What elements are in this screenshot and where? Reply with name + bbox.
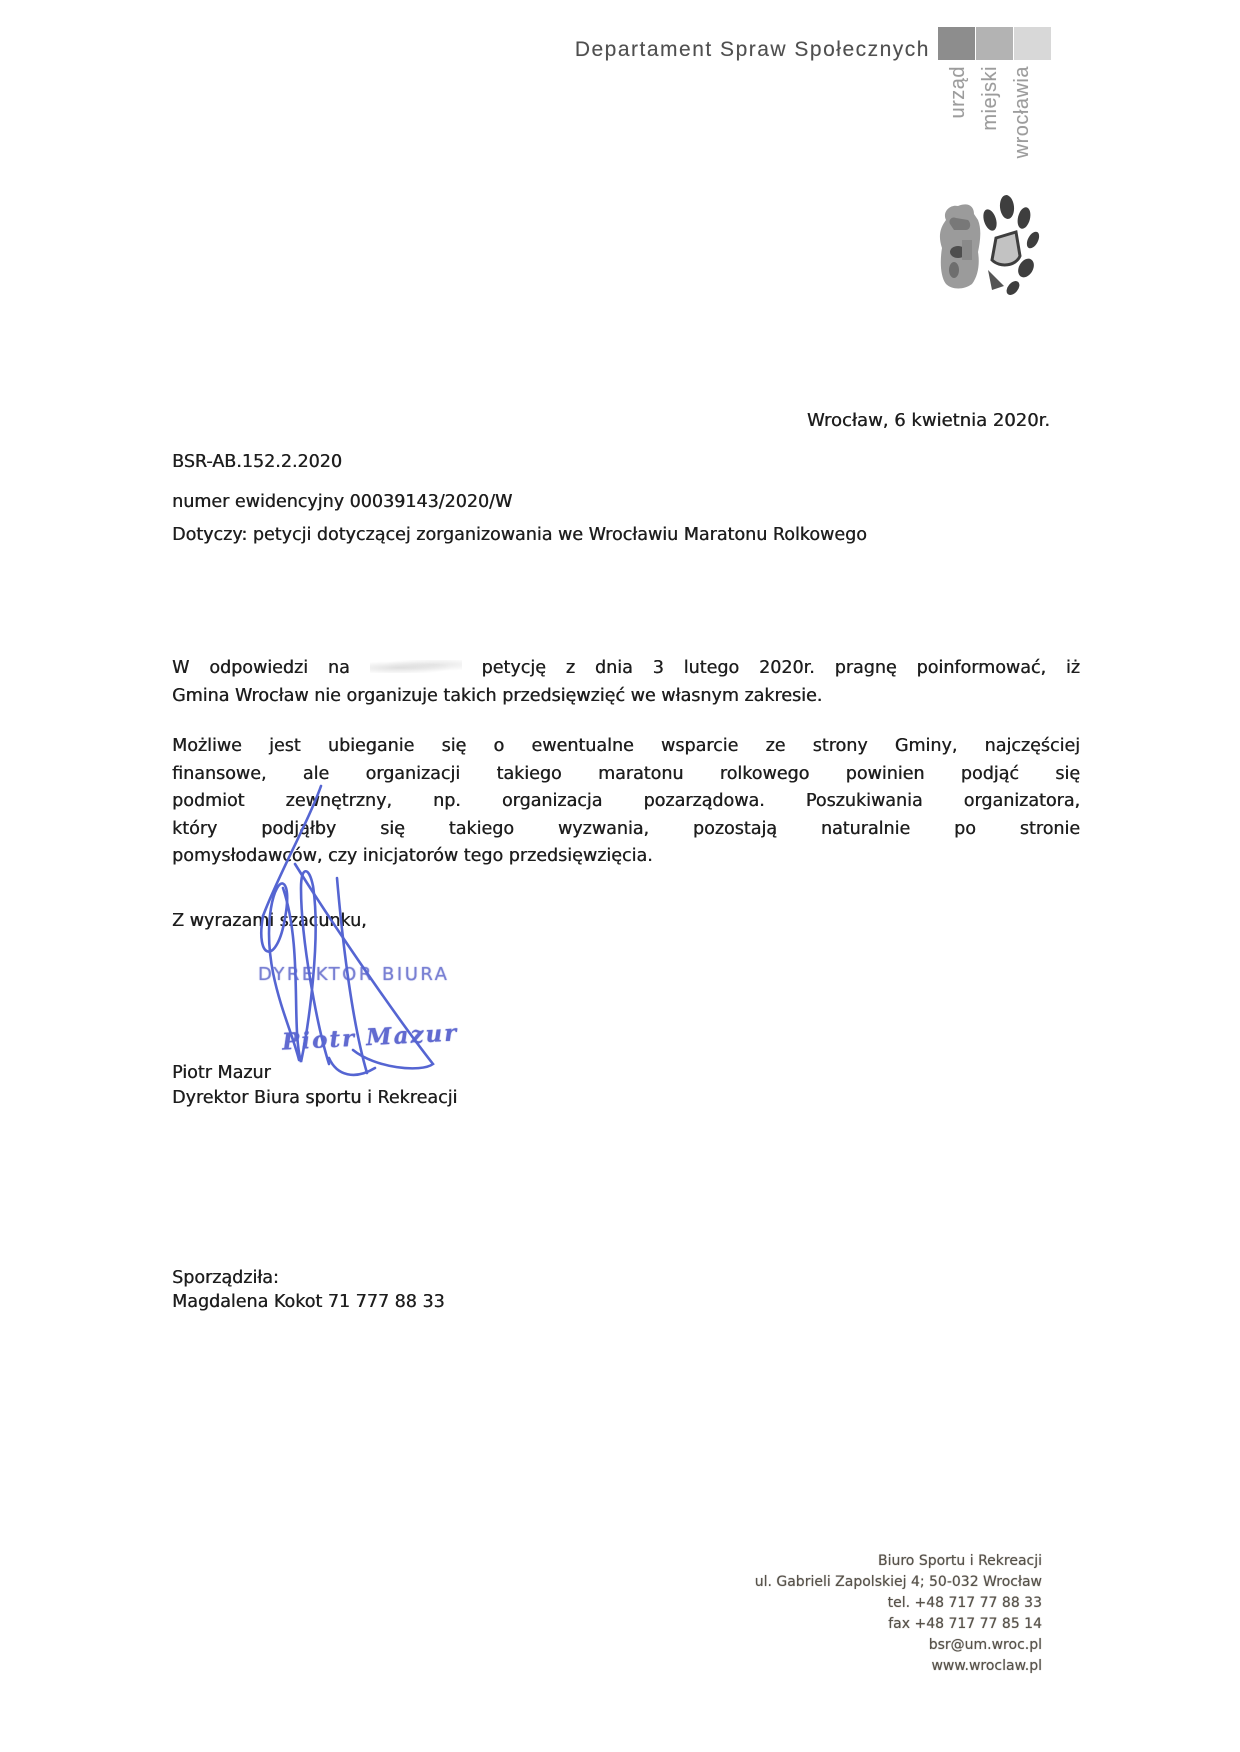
paragraph-1-prefix: W odpowiedzi na — [172, 658, 350, 678]
city-logo-wordmark — [938, 66, 1034, 158]
logo-bar-square-dark — [938, 27, 975, 60]
footer-fax: fax +48 717 77 85 14 — [888, 1616, 1042, 1632]
letter-date: Wrocław, 6 kwietnia 2020r. — [806, 410, 1050, 431]
logo-bar-square-mid — [976, 27, 1013, 60]
reference-block — [172, 452, 867, 545]
paragraph-2-line-1: Możliwe jest ubieganie się o ewentualne wsparcie ze strony Gminy, najczęściej — [172, 736, 1080, 756]
signer-block — [172, 1061, 457, 1111]
logo-word-urzad: urząd — [947, 66, 969, 119]
logo-bar-square-light — [1014, 27, 1051, 60]
paragraph-2-line-5: pomysłodawców, czy inicjatorów tego przedsięwzięcia. — [172, 846, 653, 866]
redacted-name-smudge — [370, 660, 462, 673]
footer-address: ul. Gabrieli Zapolskiej 4; 50-032 Wrocław — [754, 1574, 1042, 1590]
signer-name: Piotr Mazur — [172, 1063, 271, 1083]
office-footer — [755, 1551, 1042, 1677]
department-header: Departament Spraw Społecznych — [574, 38, 930, 61]
paragraph-1-suffix: petycję z dnia 3 lutego 2020r. pragnę poinformować, iż — [481, 658, 1080, 678]
city-logo-color-bar — [938, 27, 1052, 60]
subject-line: Dotyczy: petycji dotyczącej zorganizowania we Wrocławiu Maratonu Rolkowego — [172, 525, 867, 545]
paragraph-2-line-3: podmiot zewnętrzny, np. organizacja pozarządowa. Poszukiwania organizatora, — [172, 791, 1080, 811]
letter-body — [172, 655, 1080, 935]
footer-office-name: Biuro Sportu i Rekreacji — [877, 1553, 1042, 1569]
logo-word-miejski: miejski — [979, 66, 1001, 131]
director-stamp-text: DYREKTOR BIURA — [258, 964, 450, 985]
logo-word-wroclawia: wrocławia — [1011, 66, 1033, 159]
prepared-by-label: Sporządziła: — [172, 1268, 279, 1288]
paragraph-1-line-1 — [172, 655, 1080, 683]
paragraph-2 — [172, 733, 1080, 871]
closing-salutation: Z wyrazami szacunku, — [172, 910, 367, 931]
prepared-by-name-phone: Magdalena Kokot 71 777 88 33 — [172, 1292, 445, 1312]
record-number: numer ewidencyjny 00039143/2020/W — [172, 492, 513, 512]
paragraph-2-line-2: finansowe, ale organizacji takiego maratonu rolkowego powinien podjąć się — [172, 763, 1080, 784]
paragraph-1 — [172, 655, 1080, 710]
prepared-by-block — [172, 1266, 445, 1314]
handwritten-name-text: Piotr Mazur — [281, 1019, 459, 1056]
footer-website: www.wroclaw.pl — [931, 1658, 1042, 1674]
paragraph-2-line-4: który podjąłby się takiego wyzwania, pozostają naturalnie po stronie — [172, 818, 1080, 839]
paragraph-1-line-2: Gmina Wrocław nie organizuje takich przedsięwzięć we własnym zakresie. — [172, 685, 823, 706]
wroclaw-gnome-paw-emblem-icon — [928, 190, 1043, 309]
signer-title: Dyrektor Biura sportu i Rekreacji — [172, 1088, 458, 1108]
footer-phone: tel. +48 717 77 88 33 — [887, 1595, 1042, 1611]
footer-email: bsr@um.wroc.pl — [928, 1637, 1042, 1653]
case-reference-number: BSR-AB.152.2.2020 — [172, 452, 342, 472]
